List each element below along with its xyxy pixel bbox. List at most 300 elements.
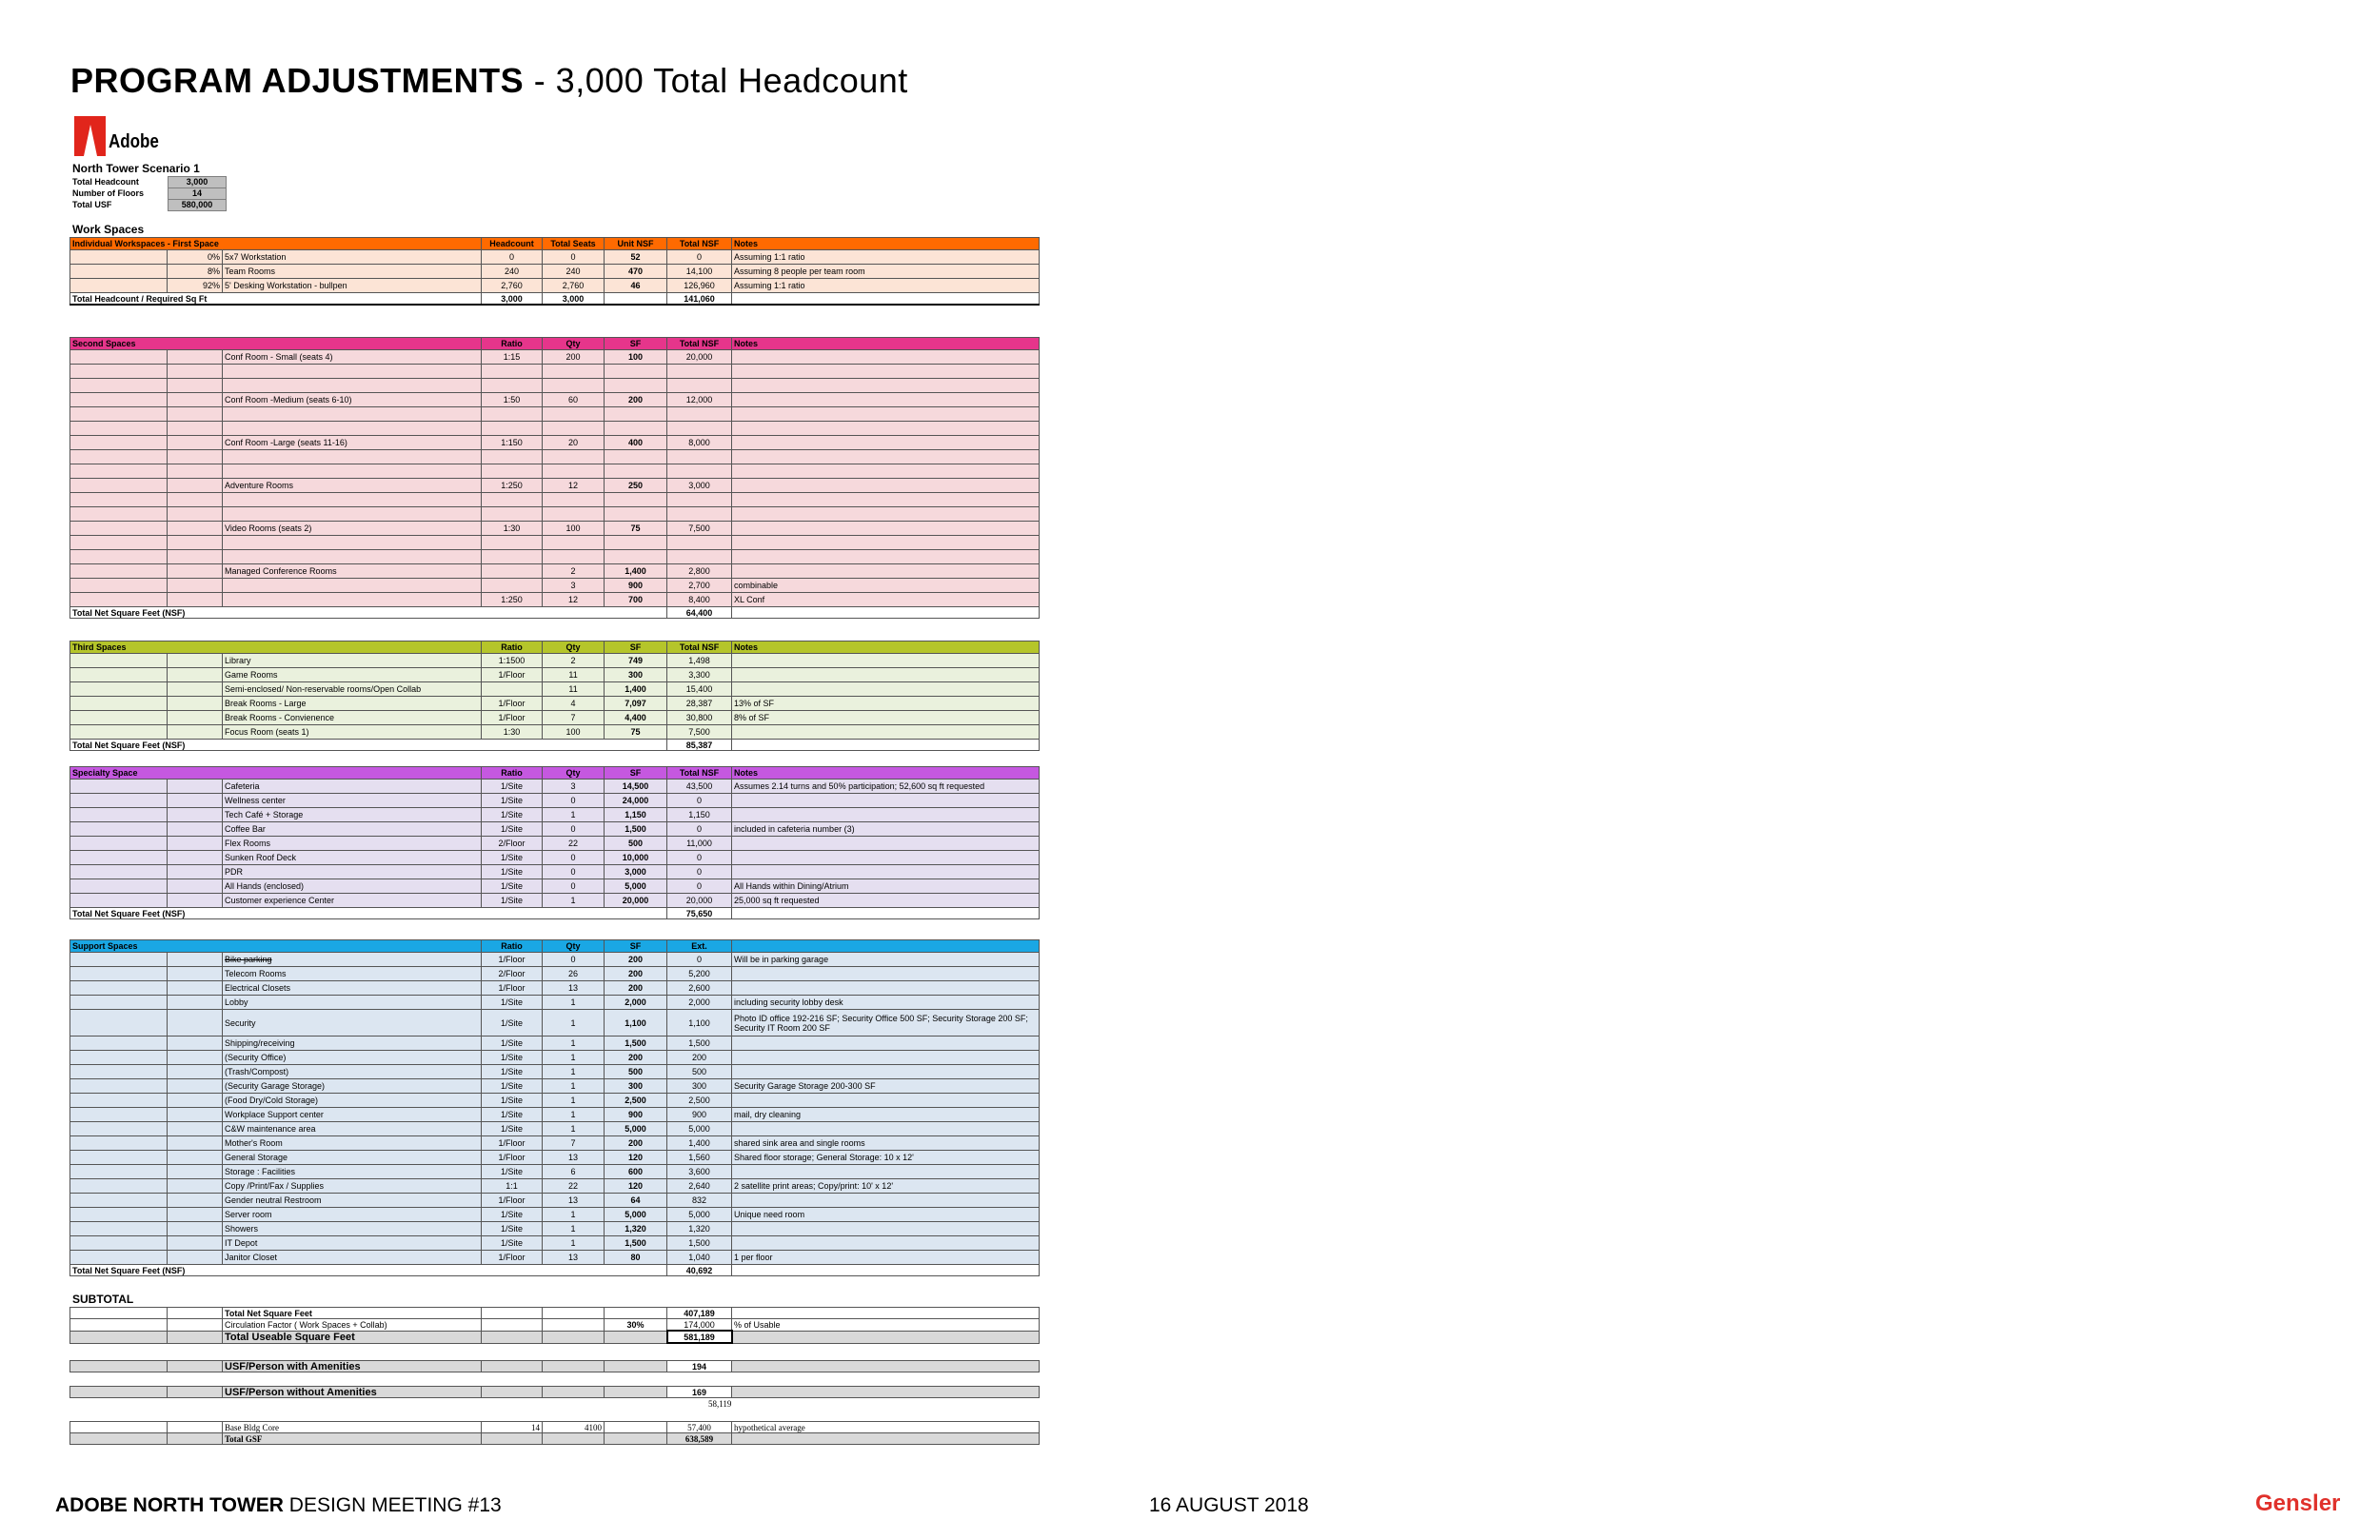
notes: included in cafeteria number (3) [732,822,1040,837]
total-nsf: 75,650 [667,908,732,919]
spacer [732,908,1040,919]
headcount: 0 [482,250,543,265]
blank-row [70,550,1040,564]
spacer [605,550,667,564]
column-header: Notes [732,338,1040,350]
spacer [732,536,1040,550]
qty: 20 [543,436,605,450]
spacer [667,507,732,522]
page-title: PROGRAM ADJUSTMENTS - 3,000 Total Headcount [70,61,908,100]
table-row [70,794,1040,808]
gensler-logo: Gensler [2255,1491,2341,1516]
qty: 22 [543,1179,605,1194]
space-name: Electrical Closets [223,981,482,996]
qty: 6 [543,1165,605,1179]
spacer [70,1094,168,1108]
unit-nsf: 46 [605,279,667,293]
spacer [168,953,223,967]
ratio: 2/Floor [482,967,543,981]
notes [732,865,1040,879]
spacer [223,464,482,479]
sf: 100 [605,350,667,365]
spacer [70,393,168,407]
column-header: Unit NSF [605,238,667,250]
section-title: Specialty Space [70,767,482,780]
sf: 200 [605,981,667,996]
unit-nsf: 52 [605,250,667,265]
space-name: Showers [223,1222,482,1236]
spacer [667,422,732,436]
qty: 3 [543,579,605,593]
spacer [482,536,543,550]
space-name: Telecom Rooms [223,967,482,981]
notes: 25,000 sq ft requested [732,894,1040,908]
qty: 26 [543,967,605,981]
total-nsf: 2,500 [667,1094,732,1108]
space-name: Flex Rooms [223,837,482,851]
ratio: 1/Site [482,1222,543,1236]
space-name: Adventure Rooms [223,479,482,493]
total-headcount: 3,000 [482,293,543,306]
spacer [168,851,223,865]
ratio: 1/Floor [482,668,543,682]
spacer [543,536,605,550]
spacer [168,422,223,436]
sf: 5,000 [605,1208,667,1222]
spacer [168,550,223,564]
notes: Security Garage Storage 200-300 SF [732,1079,1040,1094]
table-row [70,780,1040,794]
spacer [168,1079,223,1094]
table-row [70,654,1040,668]
table-row [70,697,1040,711]
notes [732,1236,1040,1251]
ratio: 1:50 [482,393,543,407]
total-nsf: 0 [667,879,732,894]
sf: 7,097 [605,697,667,711]
core-sf: 4100 [543,1422,605,1433]
spacer [70,654,168,668]
usf-with-label: USF/Person with Amenities [223,1361,482,1372]
spacer [70,697,168,711]
qty: 200 [543,350,605,365]
spacer [732,740,1040,751]
spacer [168,436,223,450]
spacer [168,493,223,507]
notes [732,682,1040,697]
ratio: 1/Site [482,1010,543,1037]
total-nsf: 14,100 [667,265,732,279]
sf: 80 [605,1251,667,1265]
space-name: Workplace Support center [223,1108,482,1122]
space-name: PDR [223,865,482,879]
space-name: Break Rooms - Convienence [223,711,482,725]
sf: 1,100 [605,1010,667,1037]
space-name: Conf Room -Large (seats 11-16) [223,436,482,450]
notes: Photo ID office 192-216 SF; Security Office 500 SF; Security Storage 200 SF; Security IT Room 200 SF [732,1010,1040,1037]
column-header: Total NSF [667,238,732,250]
spacer [70,822,168,837]
table-row [70,1165,1040,1179]
spacer [482,550,543,564]
notes [732,436,1040,450]
sf: 5,000 [605,879,667,894]
column-header: Total NSF [667,338,732,350]
notes: Unique need room [732,1208,1040,1222]
notes: mail, dry cleaning [732,1108,1040,1122]
spacer [605,464,667,479]
spacer [482,507,543,522]
space-name: IT Depot [223,1236,482,1251]
notes [732,851,1040,865]
space-name: Customer experience Center [223,894,482,908]
spacer [168,1122,223,1136]
spacer [70,279,168,293]
spacer [667,379,732,393]
table-row [70,879,1040,894]
total-nsf: 28,387 [667,697,732,711]
notes: 2 satellite print areas; Copy/print: 10' x 12' [732,1179,1040,1194]
spacer [223,450,482,464]
space-name: (Security Garage Storage) [223,1079,482,1094]
spacer [605,493,667,507]
spacer [168,365,223,379]
spacer [70,379,168,393]
sf: 200 [605,1051,667,1065]
usf-without-amenities [69,1386,1040,1398]
ratio: 1:15 [482,350,543,365]
ratio: 1:1 [482,1179,543,1194]
spacer [70,350,168,365]
blank-row [70,536,1040,550]
table-row [70,894,1040,908]
spacer [667,464,732,479]
spacer [732,422,1040,436]
spacer [70,265,168,279]
subtotal-label: SUBTOTAL [72,1293,134,1306]
spacer [543,422,605,436]
subtotal-table [69,1307,1040,1344]
qty: 4 [543,697,605,711]
table-row [70,822,1040,837]
spacer [168,1136,223,1151]
spacer [168,393,223,407]
notes: Assuming 1:1 ratio [732,250,1040,265]
qty: 0 [543,794,605,808]
total-nsf: 1,400 [667,1136,732,1151]
adobe-logo-icon [74,116,106,156]
spacer [168,822,223,837]
spacer [70,1165,168,1179]
gsf-table [69,1421,1040,1445]
total-nsf: 7,500 [667,522,732,536]
spacer [543,550,605,564]
spacer [667,365,732,379]
spacer [168,780,223,794]
spacer [732,464,1040,479]
spacer [605,507,667,522]
sf: 120 [605,1151,667,1165]
qty: 0 [543,879,605,894]
space-name: Wellness center [223,794,482,808]
total-nsf: 300 [667,1079,732,1094]
percent: 8% [168,265,223,279]
spacer [667,407,732,422]
sf: 64 [605,1194,667,1208]
individual-workspaces-table [69,237,1040,306]
total-nsf: 0 [667,953,732,967]
spacer [223,493,482,507]
notes: Shared floor storage; General Storage: 10 x 12' [732,1151,1040,1165]
table-row [70,436,1040,450]
sf: 75 [605,725,667,740]
space-name: Break Rooms - Large [223,697,482,711]
spacer [168,837,223,851]
table-row [70,1051,1040,1065]
section-title: Second Spaces [70,338,482,350]
section-title: Third Spaces [70,642,482,654]
space-name: (Trash/Compost) [223,1065,482,1079]
total-nsf: 2,600 [667,981,732,996]
spacer [168,879,223,894]
column-header: Qty [543,767,605,780]
spacer [168,464,223,479]
sf: 1,400 [605,682,667,697]
percent: 92% [168,279,223,293]
spacer [168,379,223,393]
notes [732,794,1040,808]
spacer [70,725,168,740]
section-header [70,642,1040,654]
space-name: Security [223,1010,482,1037]
space-name: Mother's Room [223,1136,482,1151]
spacer [732,507,1040,522]
table-row [70,1251,1040,1265]
blank-row [70,450,1040,464]
spacer [543,365,605,379]
scenario-row: Total USF 580,000 [72,200,227,211]
sf: 10,000 [605,851,667,865]
total-seats: 3,000 [543,293,605,306]
table-row [70,279,1040,293]
spacer [543,464,605,479]
spacer [70,1136,168,1151]
notes [732,1051,1040,1065]
spacer [70,464,168,479]
blank-row [70,464,1040,479]
ratio: 1/Floor [482,1194,543,1208]
gsf-value: 638,589 [667,1433,732,1445]
scenario-title: North Tower Scenario 1 [72,162,200,175]
qty: 1 [543,1037,605,1051]
space-name: (Food Dry/Cold Storage) [223,1094,482,1108]
qty: 0 [543,822,605,837]
spacer [168,1108,223,1122]
column-header: Ext. [667,940,732,953]
sf: 900 [605,579,667,593]
spacer [70,879,168,894]
ratio: 1/Floor [482,981,543,996]
ratio: 1:30 [482,725,543,740]
qty: 1 [543,1094,605,1108]
spacer [482,365,543,379]
spacer [70,479,168,493]
qty: 0 [543,851,605,865]
spacer [70,1037,168,1051]
total-nsf: 43,500 [667,780,732,794]
sf: 14,500 [605,780,667,794]
sf: 3,000 [605,865,667,879]
column-header: Ratio [482,338,543,350]
notes [732,393,1040,407]
table-row [70,564,1040,579]
total-nsf: 30,800 [667,711,732,725]
total-nsf: 12,000 [667,393,732,407]
spacer [70,550,168,564]
table-row [70,967,1040,981]
spacer [168,1010,223,1037]
space-name: Janitor Closet [223,1251,482,1265]
spacer [70,365,168,379]
notes [732,668,1040,682]
sf: 500 [605,1065,667,1079]
notes: 8% of SF [732,711,1040,725]
total-seats: 2,760 [543,279,605,293]
spacer [168,1037,223,1051]
space-name: 5x7 Workstation [223,250,482,265]
qty: 13 [543,1194,605,1208]
sf: 200 [605,967,667,981]
spacer [667,536,732,550]
second-spaces-table [69,337,1040,619]
spacer [70,1251,168,1265]
total-nsf: 0 [667,851,732,865]
spacer [70,953,168,967]
spacer [223,365,482,379]
notes [732,967,1040,981]
column-header: Ratio [482,642,543,654]
table-row [70,350,1040,365]
notes [732,479,1040,493]
notes: Will be in parking garage [732,953,1040,967]
spacer [70,1065,168,1079]
qty: 100 [543,522,605,536]
total-nsf: 1,498 [667,654,732,668]
total-nsf: 7,500 [667,725,732,740]
space-name: Copy /Print/Fax / Supplies [223,1179,482,1194]
extra-value: 58,119 [708,1399,732,1409]
section-header [70,238,1040,250]
spacer [605,450,667,464]
total-row [70,740,1040,751]
ratio: 1/Site [482,851,543,865]
spacer [543,407,605,422]
total-label: Total Net Square Feet (NSF) [70,607,667,619]
spacer [732,493,1040,507]
total-row [70,1265,1040,1276]
table-row [70,981,1040,996]
section-header [70,338,1040,350]
space-name: 5' Desking Workstation - bullpen [223,279,482,293]
spacer [168,1194,223,1208]
space-name: Storage : Facilities [223,1165,482,1179]
sf: 4,400 [605,711,667,725]
spacer [70,507,168,522]
spacer [732,450,1040,464]
core-note: hypothetical average [732,1422,1040,1433]
ratio: 1/Site [482,1236,543,1251]
spacer [70,1151,168,1165]
spacer [732,550,1040,564]
blank-row [70,507,1040,522]
qty: 100 [543,725,605,740]
ratio: 1/Site [482,808,543,822]
qty: 1 [543,1051,605,1065]
total-nsf: 1,500 [667,1037,732,1051]
core-floors: 14 [482,1422,543,1433]
sf: 1,150 [605,808,667,822]
total-nsf: 1,320 [667,1222,732,1236]
table-row [70,1010,1040,1037]
qty: 1 [543,808,605,822]
ratio: 1:30 [482,522,543,536]
total-nsf: 5,000 [667,1122,732,1136]
total-nsf: 11,000 [667,837,732,851]
qty: 11 [543,682,605,697]
qty: 12 [543,593,605,607]
column-header: SF [605,940,667,953]
spacer [70,1236,168,1251]
spacer [168,668,223,682]
column-header: Qty [543,940,605,953]
spacer [732,379,1040,393]
space-name: Video Rooms (seats 2) [223,522,482,536]
usf-with-amenities [69,1360,1040,1372]
ratio: 1/Floor [482,697,543,711]
sf: 20,000 [605,894,667,908]
total-seats: 240 [543,265,605,279]
spacer [70,996,168,1010]
sf: 700 [605,593,667,607]
ratio: 1/Site [482,894,543,908]
spacer [168,1179,223,1194]
spacer [70,894,168,908]
spacer [70,493,168,507]
ratio: 1/Site [482,794,543,808]
spacer [168,350,223,365]
total-row [70,293,1040,306]
usf-without-label: USF/Person without Amenities [223,1387,482,1398]
table-row [70,711,1040,725]
spacer [482,379,543,393]
spacer [732,607,1040,619]
spacer [70,1122,168,1136]
sf: 120 [605,1179,667,1194]
total-nsf: 85,387 [667,740,732,751]
notes [732,564,1040,579]
spacer [667,493,732,507]
third-spaces-table [69,641,1040,751]
qty: 12 [543,479,605,493]
spacer [70,1079,168,1094]
ratio: 1/Site [482,780,543,794]
spacer [70,536,168,550]
spacer [168,697,223,711]
total-nsf: 5,000 [667,1208,732,1222]
spacer [168,579,223,593]
ratio: 1/Site [482,1037,543,1051]
spacer [168,450,223,464]
